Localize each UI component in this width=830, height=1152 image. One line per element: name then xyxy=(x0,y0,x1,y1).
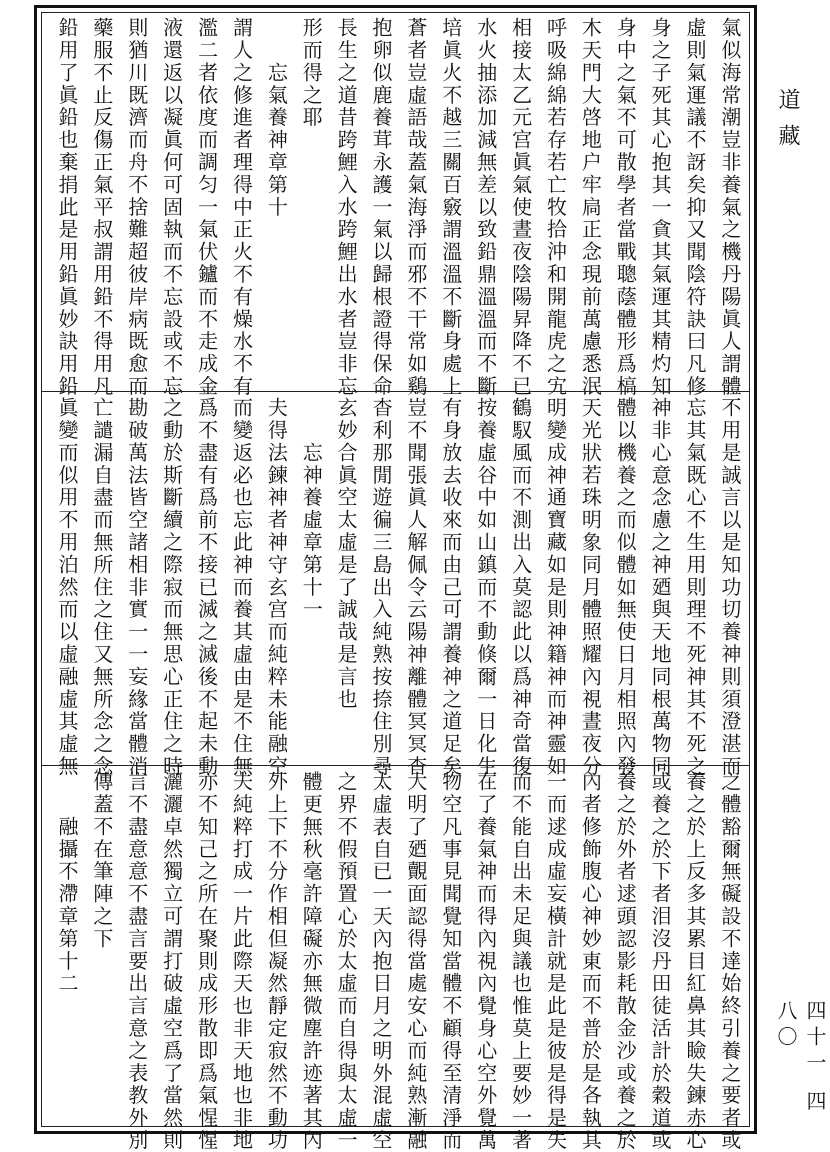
text-column: 濫二者依度而調匀一氣伏鑪而不走成金 xyxy=(194,17,219,398)
text-column: 一而逑成虛妄橫計就是此是彼是得是失 xyxy=(543,771,568,1152)
panel-top xyxy=(52,17,745,398)
text-column: 爲不盡有爲前不接已滅之滅後不起未動 xyxy=(194,397,219,778)
text-column: 亡譴漏自盡而無所住之住又無所念之念 xyxy=(89,397,114,778)
text-column: 養之於上反多其累目紅鼻其瞼失鍊赤心 xyxy=(683,771,708,1152)
text-column: 呼吸綿綿若存若亡牧拾沖和開龍虎之宄 xyxy=(543,17,568,398)
text-column: 夫得法鍊神者神守玄宫而純粹未能融空 xyxy=(264,397,289,778)
text-column: 物空凡事見聞覺知當體不顧得至清淨而 xyxy=(438,771,463,1152)
text-column: 相接太乙元宫眞氣使晝夜陰陽昇降不已 xyxy=(508,17,533,398)
text-column: 之界不假預置心於太虛而自得與太虛一 xyxy=(334,771,359,1152)
panel-middle xyxy=(52,397,745,778)
text-column: 神非心意念慮之神廼與天地同根萬物同 xyxy=(648,397,673,778)
text-column: 則猶川既濟而舟不捨難超彼岸病既愈而 xyxy=(124,17,149,398)
text-column: 勘破萬法皆空諸相非實一一妄緣當體消 xyxy=(124,397,149,778)
text-column: 在了養氣神而得內視內覺身心空外覺萬 xyxy=(473,771,498,1152)
page-frame-inner xyxy=(41,12,750,1152)
text-column: 太虛表自已一天內抱日月之明外混虛空 xyxy=(369,771,394,1152)
text-column: 水火抽添加減無差以致鉛鼎溫溫而不斷 xyxy=(473,17,498,398)
panel-bottom xyxy=(52,771,745,1152)
text-column: 虛則氣運議不訝矣抑又聞陰符訣曰凡修 xyxy=(683,17,708,398)
text-column: 按養虛谷中如山鎮而不動倏爾一日化生 xyxy=(473,397,498,778)
page-frame xyxy=(34,5,757,1152)
text-column: 忘神養虛章第十一 xyxy=(299,397,324,621)
text-column: 夫純粹打成一片此際天也非天地也非地 xyxy=(229,771,254,1152)
panel-divider-1 xyxy=(42,391,749,392)
text-column: 形而得之耶 xyxy=(299,17,324,129)
text-column: 培眞火不越三關百竅謂溫溫不斷身處上 xyxy=(438,17,463,398)
text-column: 有身放去收來而由己可謂養神之道足矣 xyxy=(438,397,463,778)
text-column: 體以機養之而似體如無使日月相照內發 xyxy=(613,397,638,778)
text-column: 大明了廼覿面認得當處安心而純熟漸融 xyxy=(403,771,428,1152)
text-column: 天光狀若珠明象同月體照耀內視晝夜分 xyxy=(578,397,603,778)
text-column: 抱卵似鹿養茸永護一氣以歸根證得保命 xyxy=(369,17,394,398)
text-column: 液還返以凝眞何可固執而不忘設或不忘 xyxy=(159,17,184,398)
text-column: 身之子死其心抱其一貪其氣運其精灼知 xyxy=(648,17,673,398)
text-column: 謂人之修進者理得中正火不有燥水不有 xyxy=(229,17,254,398)
text-column: 眞變而似用不用泊然而以虛融虛其虛無 xyxy=(55,397,79,778)
text-column: 體更無秋毫許障礙亦無微塵許迹著其內 xyxy=(299,771,324,1152)
text-column: 身中之氣不可散學者當戰聰蔭體形爲槁 xyxy=(613,17,638,398)
text-column: 氣似海常潮豈非養氣之機丹陽眞人謂體 xyxy=(717,17,742,398)
text-column: 豈不聞張眞人解佩令云陽神離體冥冥杳 xyxy=(403,397,428,778)
text-column: 長生之道昔跨鯉入水跨鯉出水者豈非忘 xyxy=(334,17,359,398)
text-column: 忘氣養神章第十 xyxy=(264,17,289,219)
text-column: 亦不知己之所在聚則成形散即爲氣惺惺 xyxy=(194,771,219,1152)
text-column: 之動於斯斷續之際寂而無思心正住之時 xyxy=(159,397,184,778)
text-column: 或養之於下者泪沒丹田徒活計於穀道或 xyxy=(648,771,673,1152)
text-column: 杳利那閒遊徧三島出入純熟按捺住別尋 xyxy=(369,397,394,778)
text-column: 而變返必也忘此神而養其虛由是不住無 xyxy=(229,397,254,778)
margin-page-number: 四十一 四八〇 xyxy=(774,1000,827,1117)
text-column: 內者修飾腹心神妙東而不普於是各執其 xyxy=(578,771,603,1152)
text-column: 傳蓋不在筆陣之下 xyxy=(89,771,114,951)
text-column: 鶴馭風而不測出入莫認此以爲神奇當復 xyxy=(508,397,533,778)
panel-divider-2 xyxy=(42,765,749,766)
text-column: 玄妙合眞空太虛是了誠哉是言也 xyxy=(334,397,359,711)
text-column: 蒼者豈虛語哉蓋氣海淨而邪不干常如鷄 xyxy=(403,17,428,398)
text-column: 而不能自出未足與議也惟莫上要妙一著 xyxy=(508,771,533,1152)
text-column: 融攝不滯章第十二 xyxy=(55,771,79,995)
text-column: 養之於外者逑頭認影耗散金沙或養之於 xyxy=(613,771,638,1152)
text-column: 言不盡意意不盡言要出言意之表教外別 xyxy=(124,771,149,1152)
text-column: 忘其氣既心不生用則理不死神其不死之 xyxy=(683,397,708,778)
text-column: 明變成神通寶藏如是則神籍神而神靈如 xyxy=(543,397,568,778)
margin-title: 道藏 xyxy=(775,88,800,160)
text-column: 鉛用了眞鉛也棄捐此是用鉛眞妙訣用鉛 xyxy=(55,17,79,398)
text-column: 之體豁爾無礙設不達始終引養之要者或 xyxy=(717,771,742,1152)
text-column: 不用是誠言以是知功切養神則須澄湛而 xyxy=(717,397,742,778)
text-column: 外上下不分作相但凝然靜定寂然不動功 xyxy=(264,771,289,1152)
text-column: 藥服不止反傷正氣平叔謂用鉛不得用凡 xyxy=(89,17,114,398)
text-column: 灑灑卓然獨立可謂打破虛空爲了當然則 xyxy=(159,771,184,1152)
text-column: 木天門大啓地户牢扃正念現前萬慮悉泯 xyxy=(578,17,603,398)
